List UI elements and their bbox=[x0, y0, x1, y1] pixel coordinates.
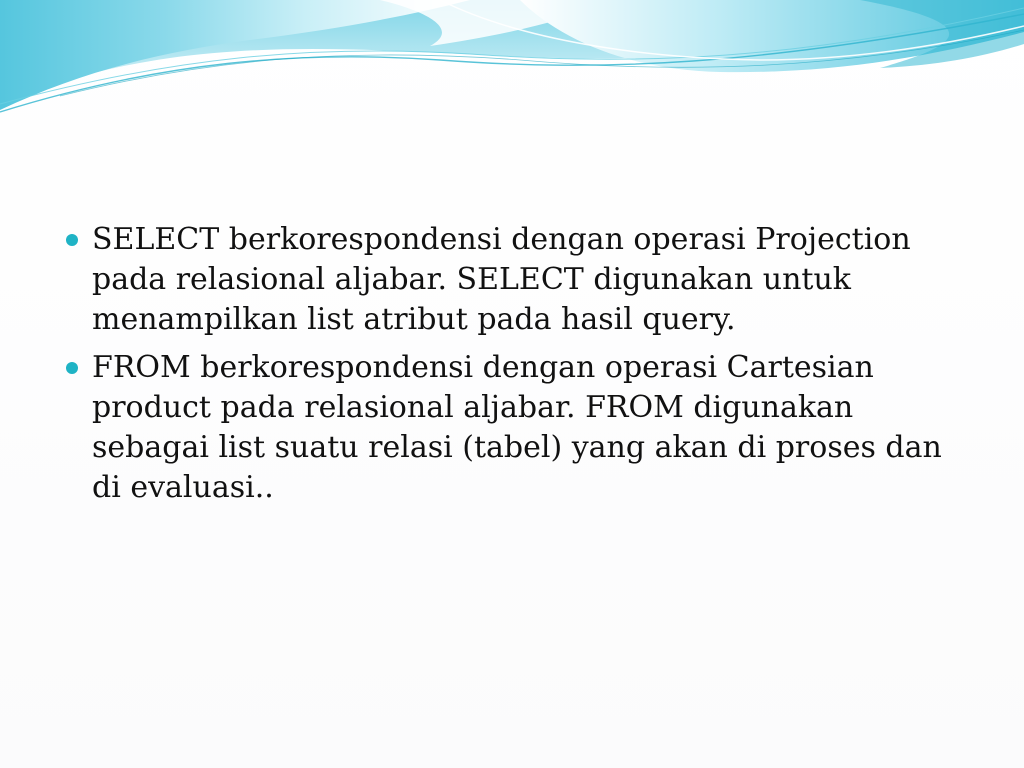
bullet-dot-icon bbox=[66, 234, 78, 246]
bullet-text: FROM berkorespondensi dengan operasi Cartesian product pada relasional aljabar. FROM digunakan sebagai list suatu relasi (tabel) yang akan di proses dan di evaluasi.. bbox=[92, 350, 942, 505]
bullet-item bbox=[64, 220, 964, 340]
wave-header-decoration bbox=[0, 0, 1024, 130]
bullet-dot-icon bbox=[66, 362, 78, 374]
bullet-item bbox=[64, 348, 964, 508]
bullet-text: SELECT berkorespondensi dengan operasi Projection pada relasional aljabar. SELECT digunakan untuk menampilkan list atribut pada hasil query. bbox=[92, 222, 911, 337]
bullet-content bbox=[64, 220, 964, 516]
bullet-list bbox=[64, 220, 964, 508]
